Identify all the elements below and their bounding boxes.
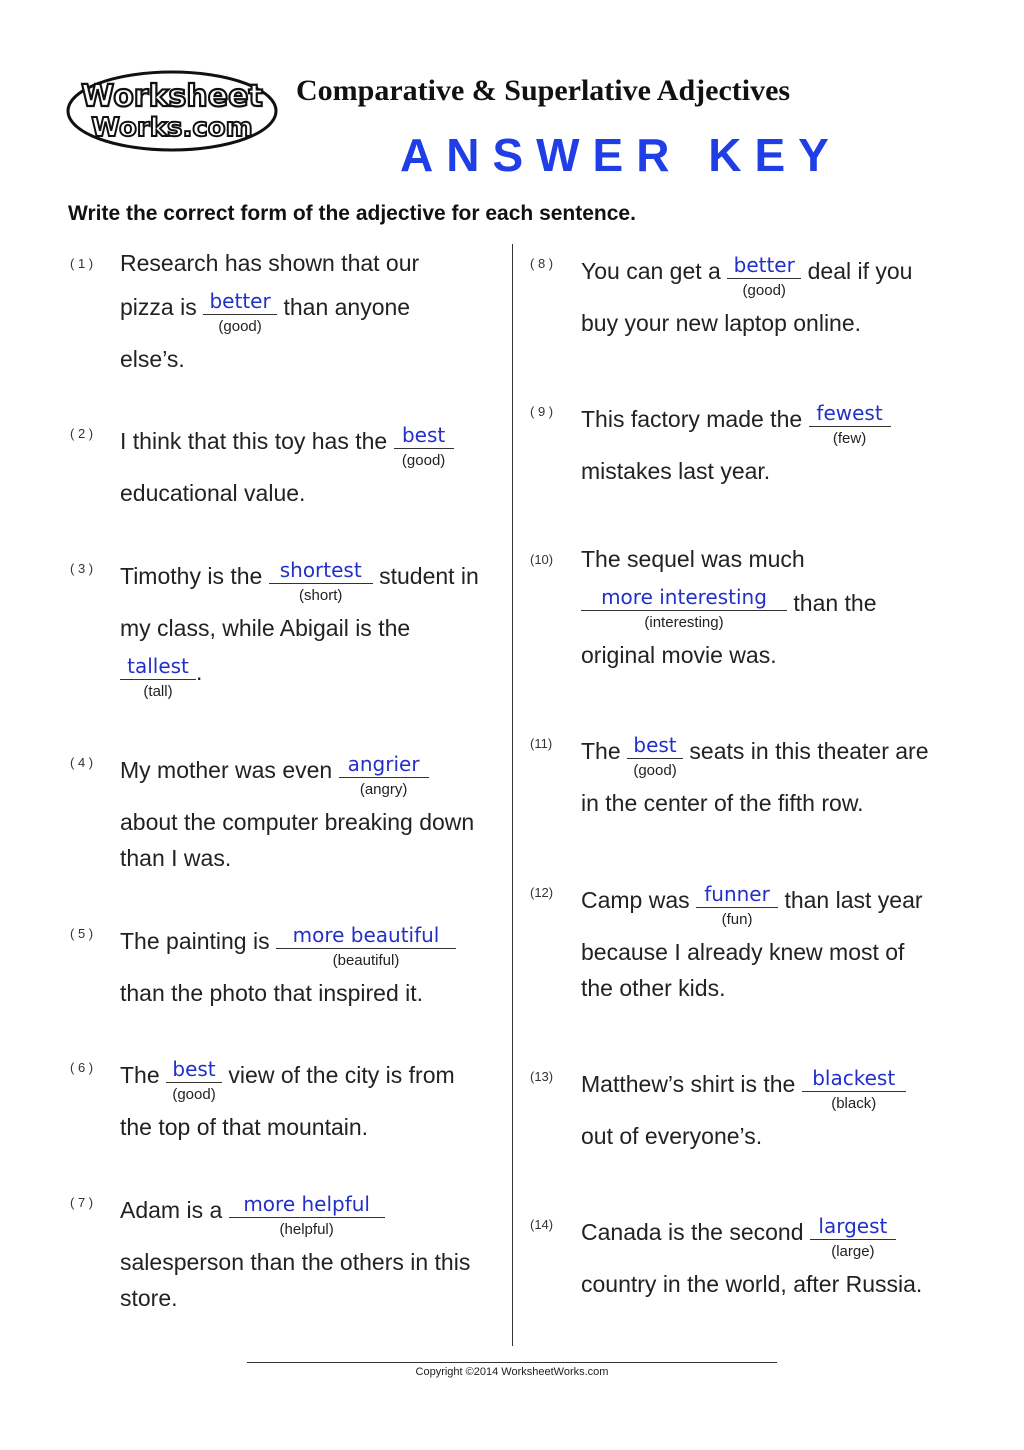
answer-text: tallest	[127, 654, 189, 678]
hint-word: (large)	[831, 1243, 875, 1260]
hint-word: (short)	[299, 587, 343, 604]
question-text: out of everyone’s.	[581, 1123, 763, 1149]
question-text: country in the world, after Russia.	[581, 1271, 923, 1297]
question-text: The painting is more beautiful (beautiful)	[120, 922, 456, 953]
answer-blank	[727, 252, 801, 299]
question-text: the top of that mountain.	[120, 1114, 369, 1140]
question-number: ( 5 )	[70, 926, 94, 941]
question-text: salesperson than the others in this	[120, 1249, 471, 1275]
answer-text: shortest	[279, 558, 362, 582]
question-text: You can get a better (good) deal if you	[581, 253, 913, 299]
answer-text: better	[209, 289, 271, 313]
answer-text: blackest	[812, 1066, 896, 1090]
question-number: ( 7 )	[70, 1195, 94, 1210]
question-text: tallest (tall) .	[120, 653, 202, 684]
answer-text: best	[401, 423, 446, 447]
question-number: ( 8 )	[530, 256, 554, 271]
answer-text: best	[633, 733, 677, 757]
hint-word: (tall)	[143, 683, 173, 700]
question-number: (14)	[530, 1217, 554, 1232]
question-number: ( 9 )	[530, 404, 554, 419]
answer-key-heading: ANSWER KEY	[400, 129, 842, 181]
question-text: The best (good) seats in this theater are	[581, 733, 929, 779]
answer-text: more beautiful	[292, 923, 440, 947]
question-text: because I already knew most of	[581, 939, 905, 965]
question-text: Canada is the second largest (large)	[581, 1213, 896, 1244]
question-text: educational value.	[120, 480, 306, 506]
answer-text: angrier	[347, 752, 420, 776]
answer-text: fewest	[816, 401, 883, 425]
question-number: ( 4 )	[70, 755, 94, 770]
hint-word: (black)	[831, 1095, 877, 1112]
answer-blank	[696, 881, 778, 928]
hint-word: (good)	[172, 1086, 216, 1103]
answer-blank	[394, 422, 454, 469]
instructions: Write the correct form of the adjective for each sentence.	[68, 202, 636, 225]
hint-word: (interesting)	[644, 614, 724, 631]
answer-text: funner	[704, 882, 770, 906]
question-number: (13)	[530, 1069, 554, 1084]
answer-blank	[627, 732, 683, 779]
worksheetworks-logo	[66, 70, 278, 152]
hint-word: (few)	[832, 430, 867, 447]
answer-blank	[810, 1213, 896, 1260]
answer-blank	[269, 557, 373, 604]
column-divider	[512, 244, 513, 1346]
question-text: My mother was even angrier (angry)	[120, 751, 429, 782]
hint-word: (beautiful)	[332, 952, 400, 969]
hint-word: (good)	[742, 282, 786, 299]
question-text: store.	[120, 1285, 178, 1311]
question-number: ( 6 )	[70, 1060, 94, 1075]
question-text: I think that this toy has the best (good)	[120, 422, 454, 453]
question-text: than I was.	[120, 845, 232, 871]
question-number: ( 2 )	[70, 426, 94, 441]
worksheet-title: Comparative & Superlative Adjectives	[296, 74, 791, 107]
question-number: (11)	[530, 736, 553, 751]
question-text: The best (good) view of the city is from	[120, 1057, 455, 1103]
answer-text: largest	[818, 1214, 888, 1238]
hint-word: (fun)	[721, 911, 753, 928]
hint-word: (good)	[401, 452, 446, 469]
question-text: Timothy is the shortest (short) student in	[120, 558, 479, 604]
answer-text: best	[172, 1057, 216, 1081]
question-text: than the photo that inspired it.	[120, 980, 424, 1006]
question-number: (12)	[530, 885, 554, 900]
answer-text: more interesting	[601, 585, 767, 609]
svg-text:Works.com: Works.com	[91, 113, 253, 143]
hint-word: (helpful)	[279, 1221, 334, 1238]
question-text: in the center of the fifth row.	[581, 790, 864, 816]
question-text: Research has shown that our	[120, 250, 420, 276]
question-text: original movie was.	[581, 642, 777, 668]
answer-blank	[339, 751, 429, 798]
question-text: my class, while Abigail is the	[120, 615, 411, 641]
answer-blank	[203, 288, 277, 335]
question-text: the other kids.	[581, 975, 726, 1001]
question-text: buy your new laptop online.	[581, 310, 862, 336]
hint-word: (good)	[633, 762, 677, 779]
answer-blank	[166, 1056, 222, 1103]
question-text: mistakes last year.	[581, 458, 771, 484]
question-text: more interesting (interesting) than the	[581, 584, 877, 615]
answer-blank	[802, 1065, 906, 1112]
answer-text: more helpful	[243, 1192, 370, 1216]
copyright-notice: Copyright ©2014 WorksheetWorks.com	[415, 1366, 609, 1378]
question-text: else’s.	[120, 346, 185, 372]
svg-text:Worksheet: Worksheet	[81, 79, 263, 114]
question-number: ( 3 )	[70, 561, 94, 576]
footer-rule	[247, 1362, 777, 1363]
question-text: The sequel was much	[581, 546, 805, 572]
question-number: (10)	[530, 552, 554, 567]
question-text: Camp was funner (fun) than last year	[581, 882, 923, 928]
hint-word: (good)	[218, 318, 262, 335]
answer-blank	[120, 653, 196, 700]
hint-word: (angry)	[359, 781, 408, 798]
question-text: Adam is a more helpful (helpful)	[120, 1191, 385, 1222]
answer-blank	[809, 400, 891, 447]
question-text: about the computer breaking down	[120, 809, 475, 835]
answer-text: better	[733, 253, 795, 277]
question-text: pizza is better (good) than anyone	[120, 289, 411, 335]
question-text: This factory made the fewest (few)	[581, 400, 891, 431]
question-text: Matthew’s shirt is the blackest (black)	[581, 1065, 906, 1096]
question-number: ( 1 )	[70, 256, 94, 271]
